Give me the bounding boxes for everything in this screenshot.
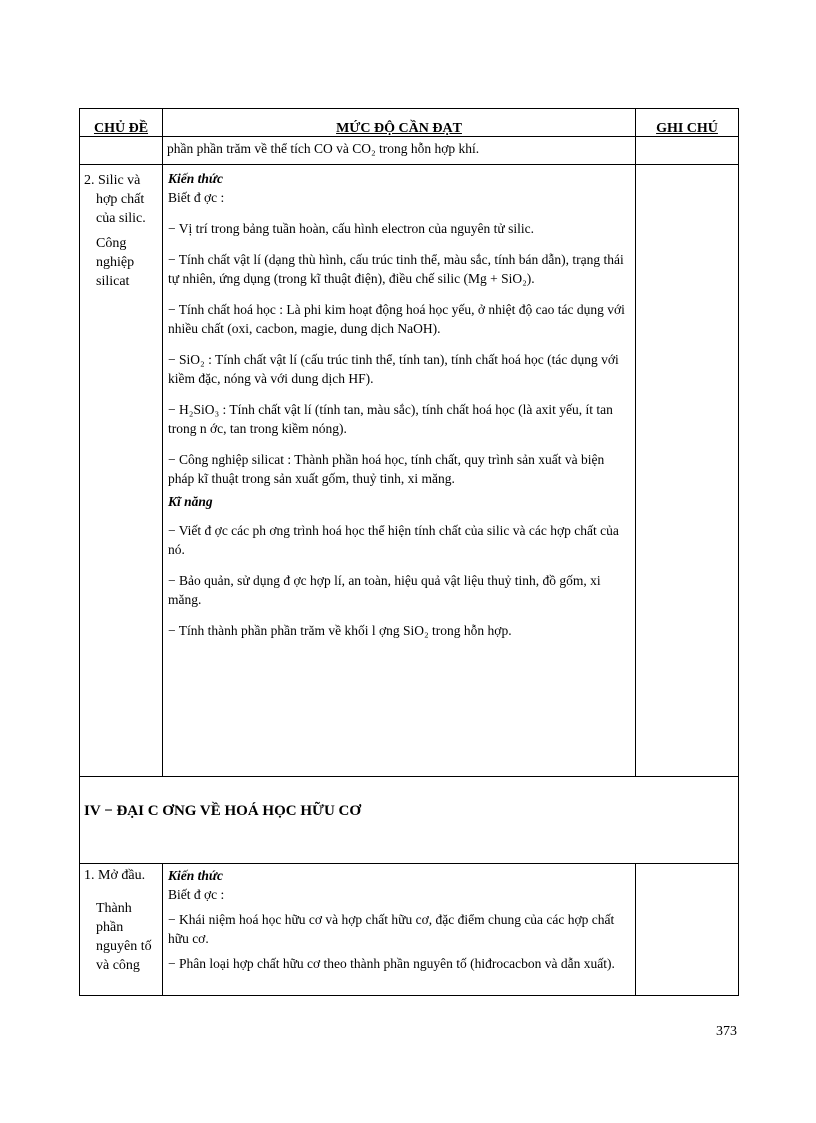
section-row	[80, 777, 739, 864]
organic-topic-line-4: nguyên tố	[96, 939, 152, 954]
organic-intro: Biết đ ợc :	[168, 887, 225, 902]
continuation-row	[80, 137, 739, 165]
organic-topic-cell	[80, 864, 163, 996]
silic-content-cell	[163, 165, 636, 777]
organic-topic-line-2: Thành	[96, 901, 132, 916]
silic-item: − H₂SiO₃ : Tính chất vật lí (tính tan, màu sắc), tính chất hoá học (là axit yếu, ít tan trong n ớc, tan trong kiềm nóng).	[168, 402, 613, 436]
silic-topic-line-2: hợp chất	[96, 192, 145, 207]
header-row	[80, 109, 739, 137]
silic-topic-line-1: 2. Silic và	[84, 173, 141, 188]
silic-topic-line-3: của silic.	[96, 211, 146, 226]
silic-item: − Tính chất vật lí (dạng thù hình, cấu trúc tinh thể, màu sắc, tính bán dẫn), trạng thái tự nhiên, ứng dụng (trong kĩ thuật điện), điều chế silic (Mg + SiO₂).	[168, 252, 624, 286]
silic-item: − Vị trí trong bảng tuần hoàn, cấu hình electron của nguyên tử silic.	[168, 221, 534, 236]
silic-topic-line-5: nghiệp	[96, 255, 135, 270]
page-number: 373	[716, 1024, 737, 1039]
header-notes: GHI CHÚ	[636, 109, 739, 137]
silic-row	[80, 165, 739, 777]
silic-skill-heading: Kĩ năng	[168, 494, 213, 509]
silic-skill: − Viết đ ợc các ph ơng trình hoá học thể hiện tính chất của silic và các hợp chất của nó.	[168, 523, 619, 557]
silic-item: − SiO₂ : Tính chất vật lí (cấu trúc tinh thể, tính tan), tính chất hoá học (tác dụng với kiềm đặc, nóng và với dung dịch HF).	[168, 352, 619, 386]
continuation-text: phần phần trăm về thể tích CO và CO₂ trong hỗn hợp khí.	[163, 137, 636, 165]
silic-item: − Công nghiệp silicat : Thành phần hoá học, tính chất, quy trình sản xuất và biện pháp kĩ thuật trong sản xuất gốm, thuỷ tinh, xi măng.	[168, 452, 605, 486]
organic-topic-line-3: phần	[96, 920, 124, 935]
organic-item: − Phân loại hợp chất hữu cơ theo thành phần nguyên tố (hiđrocacbon và dẫn xuất).	[168, 956, 615, 971]
silic-topic-line-4: Công	[96, 236, 127, 251]
organic-content-cell	[163, 864, 636, 996]
header-level: MỨC ĐỘ CẦN ĐẠT	[163, 109, 636, 137]
silic-intro: Biết đ ợc :	[168, 190, 225, 205]
silic-knowledge-heading: Kiến thức	[168, 171, 223, 186]
organic-topic-line-5: và công	[96, 958, 140, 973]
silic-skill: − Bảo quản, sử dụng đ ợc hợp lí, an toàn, hiệu quả vật liệu thuỷ tinh, đồ gốm, xi măng.	[168, 573, 601, 607]
organic-item: − Khái niệm hoá học hữu cơ và hợp chất hữu cơ, đặc điểm chung của các hợp chất hữu cơ.	[168, 912, 615, 946]
organic-knowledge-heading: Kiến thức	[168, 868, 223, 883]
silic-topic-line-6: silicat	[96, 274, 130, 289]
silic-item: − Tính chất hoá học : Là phi kim hoạt động hoá học yếu, ở nhiệt độ cao tác dụng với nhiều chất (oxi, cacbon, magie, dung dịch NaOH).	[168, 302, 625, 336]
header-topic: CHỦ ĐỀ	[80, 109, 163, 137]
silic-topic-cell	[80, 165, 163, 777]
organic-topic-line-1: 1. Mở đầu.	[84, 868, 146, 883]
silic-skill: − Tính thành phần phần trăm về khối l ợng SiO₂ trong hỗn hợp.	[168, 623, 512, 638]
section-title: IV − ĐẠI C ƠNG VỀ HOÁ HỌC HỮU CƠ	[80, 777, 739, 864]
curriculum-table	[79, 108, 738, 996]
organic-row	[80, 864, 739, 996]
